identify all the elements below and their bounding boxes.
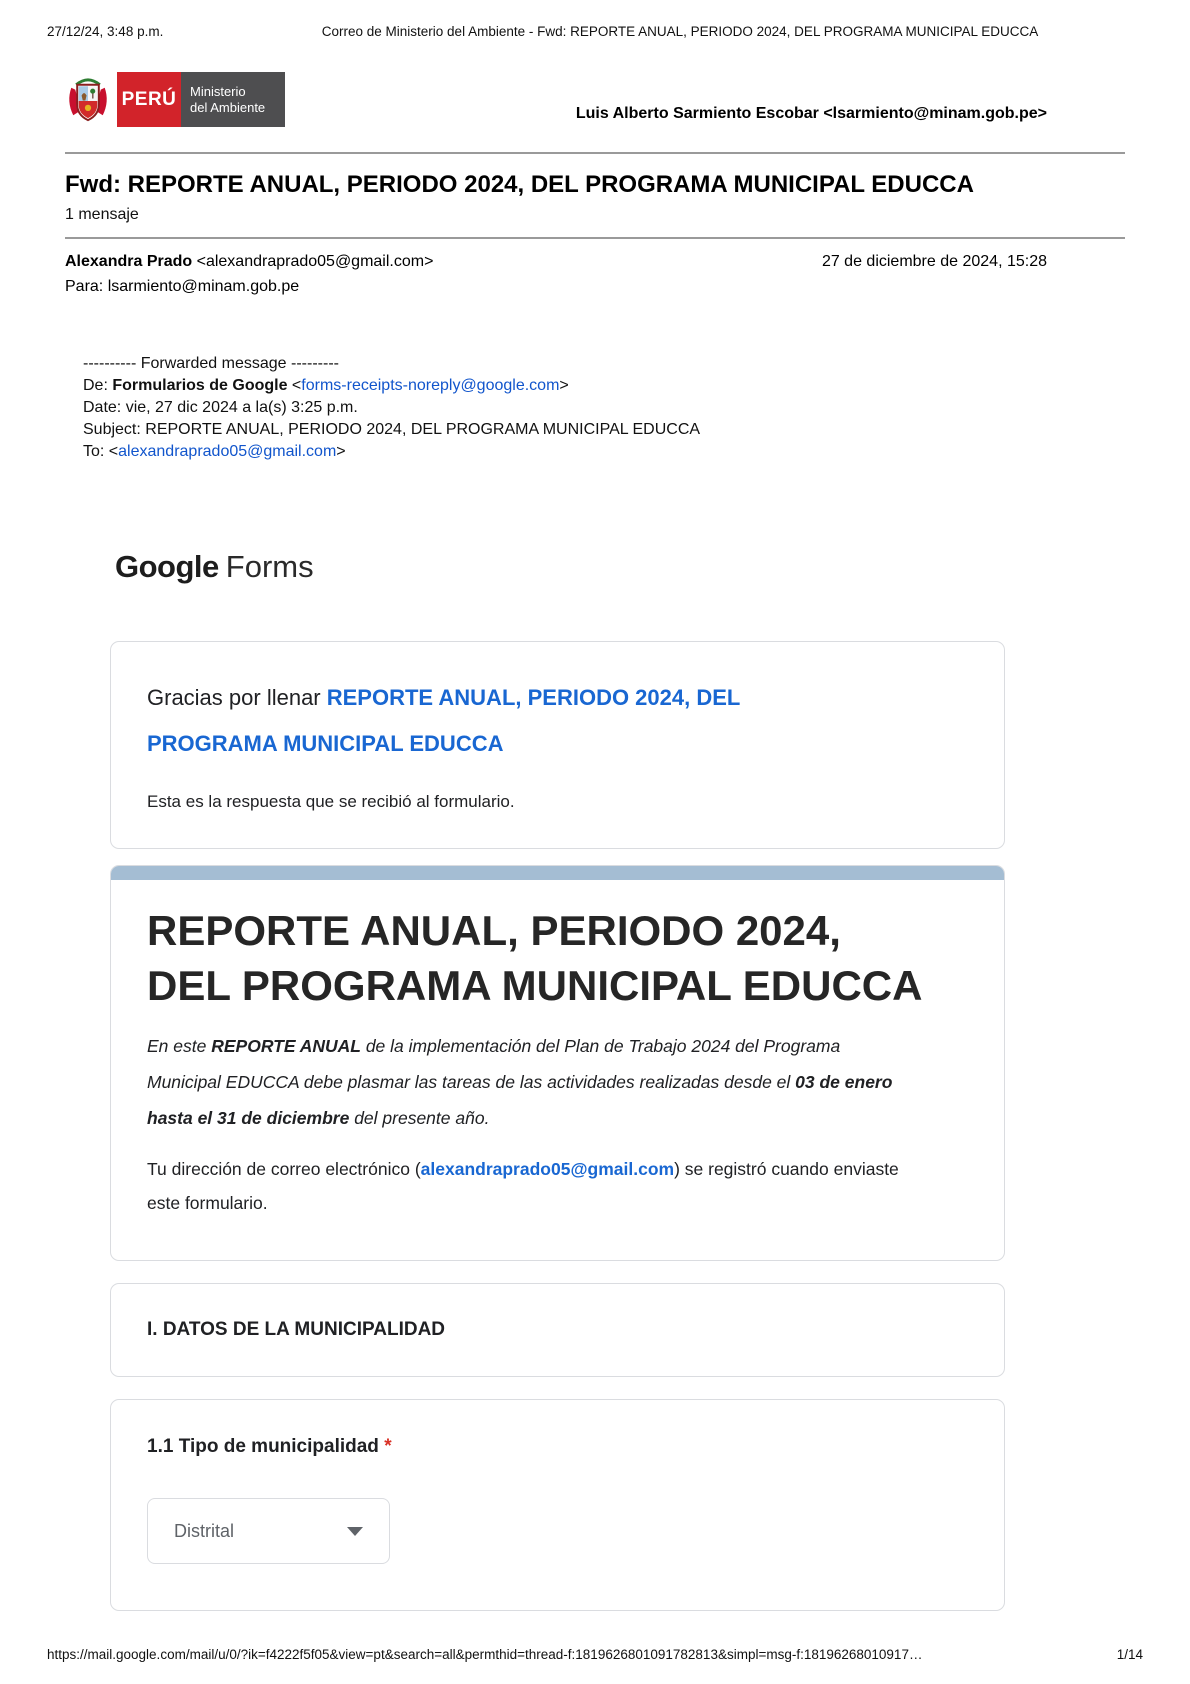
minam-logo: [65, 72, 285, 127]
divider-top: [65, 152, 1125, 154]
intro-part1: En este: [147, 1036, 212, 1056]
dropdown-selected-value: Distrital: [174, 1520, 235, 1541]
intro-bold2: 03 de enero hasta el 31 de diciembre: [147, 1072, 893, 1128]
report-intro: [147, 1028, 912, 1136]
message-count: 1 mensaje: [65, 206, 139, 223]
google-forms-logo: [115, 549, 1125, 585]
logo-ministry-label: [181, 72, 285, 127]
google-wordmark: Google: [115, 549, 219, 584]
to-label: To: <: [83, 443, 119, 460]
ministry-line1: Ministerio: [190, 83, 246, 99]
forwarded-divider: ---------- Forwarded message ---------: [83, 355, 339, 372]
from-email-link[interactable]: forms-receipts-noreply@google.com: [301, 377, 560, 394]
print-page-number: 1/14: [1116, 1647, 1143, 1662]
sender-info: [65, 253, 433, 271]
forms-wordmark: Forms: [225, 549, 314, 584]
question-label: [147, 1436, 968, 1458]
forwarded-to-line: [83, 441, 1125, 463]
report-title: REPORTE ANUAL, PERIODO 2024, DEL PROGRAMA MUNICIPAL EDUCCA: [147, 907, 923, 1009]
report-email-note: [147, 1152, 912, 1220]
caret-down-icon: [347, 1527, 363, 1536]
intro-bold1: REPORTE ANUAL: [211, 1036, 361, 1056]
sender-address: <alexandraprado05@gmail.com>: [192, 253, 434, 270]
section-card: [110, 1283, 1005, 1377]
forwarded-subject-line: Subject: REPORTE ANUAL, PERIODO 2024, DEL PROGRAMA MUNICIPAL EDUCCA: [83, 421, 701, 438]
logo-peru-label: PERÚ: [117, 72, 181, 127]
from-sep: <: [287, 377, 302, 394]
from-close: >: [559, 377, 569, 394]
header-row: [65, 72, 1125, 127]
to-email-link[interactable]: alexandraprado05@gmail.com: [118, 443, 337, 460]
forwarded-date-line: Date: vie, 27 dic 2024 a la(s) 3:25 p.m.: [83, 399, 358, 416]
question-card: [110, 1399, 1005, 1611]
print-header: [47, 24, 1143, 39]
sender-row: [65, 253, 1125, 271]
account-owner: Luis Alberto Sarmiento Escobar <lsarmiento@minam.gob.pe>: [575, 105, 1047, 122]
thanks-card: [110, 641, 1005, 849]
report-card: [110, 865, 1005, 1261]
peru-coat-of-arms-icon: [65, 72, 111, 127]
forwarded-message-block: [83, 353, 1125, 463]
forwarded-from-line: [83, 375, 1125, 397]
thanks-subtitle: Esta es la respuesta que se recibió al formulario.: [147, 792, 515, 811]
thanks-prefix: Gracias por llenar: [147, 685, 327, 710]
from-label: De:: [83, 377, 113, 394]
municipality-type-dropdown[interactable]: [147, 1498, 390, 1564]
print-doc-title: Correo de Ministerio del Ambiente - Fwd: REPORTE ANUAL, PERIODO 2024, DEL PROGRAMA MUNICIPAL EDUCCA: [321, 24, 1039, 39]
report-body: [111, 880, 1004, 1260]
print-footer-url: https://mail.google.com/mail/u/0/?ik=f4222f5f05&view=pt&search=all&permthid=thread-f:1819626801091782813&simpl=msg-f:18196268010917…: [47, 1647, 923, 1662]
required-asterisk: *: [384, 1436, 392, 1457]
ministry-line2: del Ambiente: [190, 99, 266, 115]
section-title: I. DATOS DE LA MUNICIPALIDAD: [147, 1319, 446, 1340]
email-subject: Fwd: REPORTE ANUAL, PERIODO 2024, DEL PROGRAMA MUNICIPAL EDUCCA: [65, 171, 974, 198]
card-accent-bar: [111, 866, 1004, 880]
sender-name: Alexandra Prado: [65, 253, 193, 270]
to-close: >: [336, 443, 346, 460]
note-part2: ) se registró cuando enviaste este formulario.: [147, 1159, 899, 1213]
intro-part2: de la implementación del Plan de Trabajo 2024 del Programa Municipal EDUCCA debe plasmar las tareas de las actividades realizadas desde el: [147, 1036, 841, 1092]
print-footer: [47, 1647, 1143, 1662]
intro-part3: del presente año.: [349, 1108, 490, 1128]
recipient-line: Para: lsarmiento@minam.gob.pe: [65, 278, 300, 295]
question-label-text: 1.1 Tipo de municipalidad: [147, 1436, 385, 1457]
email-date: 27 de diciembre de 2024, 15:28: [821, 253, 1047, 270]
note-part1: Tu dirección de correo electrónico (: [147, 1159, 421, 1179]
form-title-link[interactable]: REPORTE ANUAL, PERIODO 2024, DEL PROGRAMA MUNICIPAL EDUCCA: [147, 685, 740, 756]
print-datetime: 27/12/24, 3:48 p.m.: [47, 24, 164, 39]
divider-subject: [65, 237, 1125, 239]
respondent-email-link[interactable]: alexandraprado05@gmail.com: [420, 1159, 675, 1179]
from-name: Formularios de Google: [112, 377, 288, 394]
thanks-headline: [147, 675, 837, 767]
